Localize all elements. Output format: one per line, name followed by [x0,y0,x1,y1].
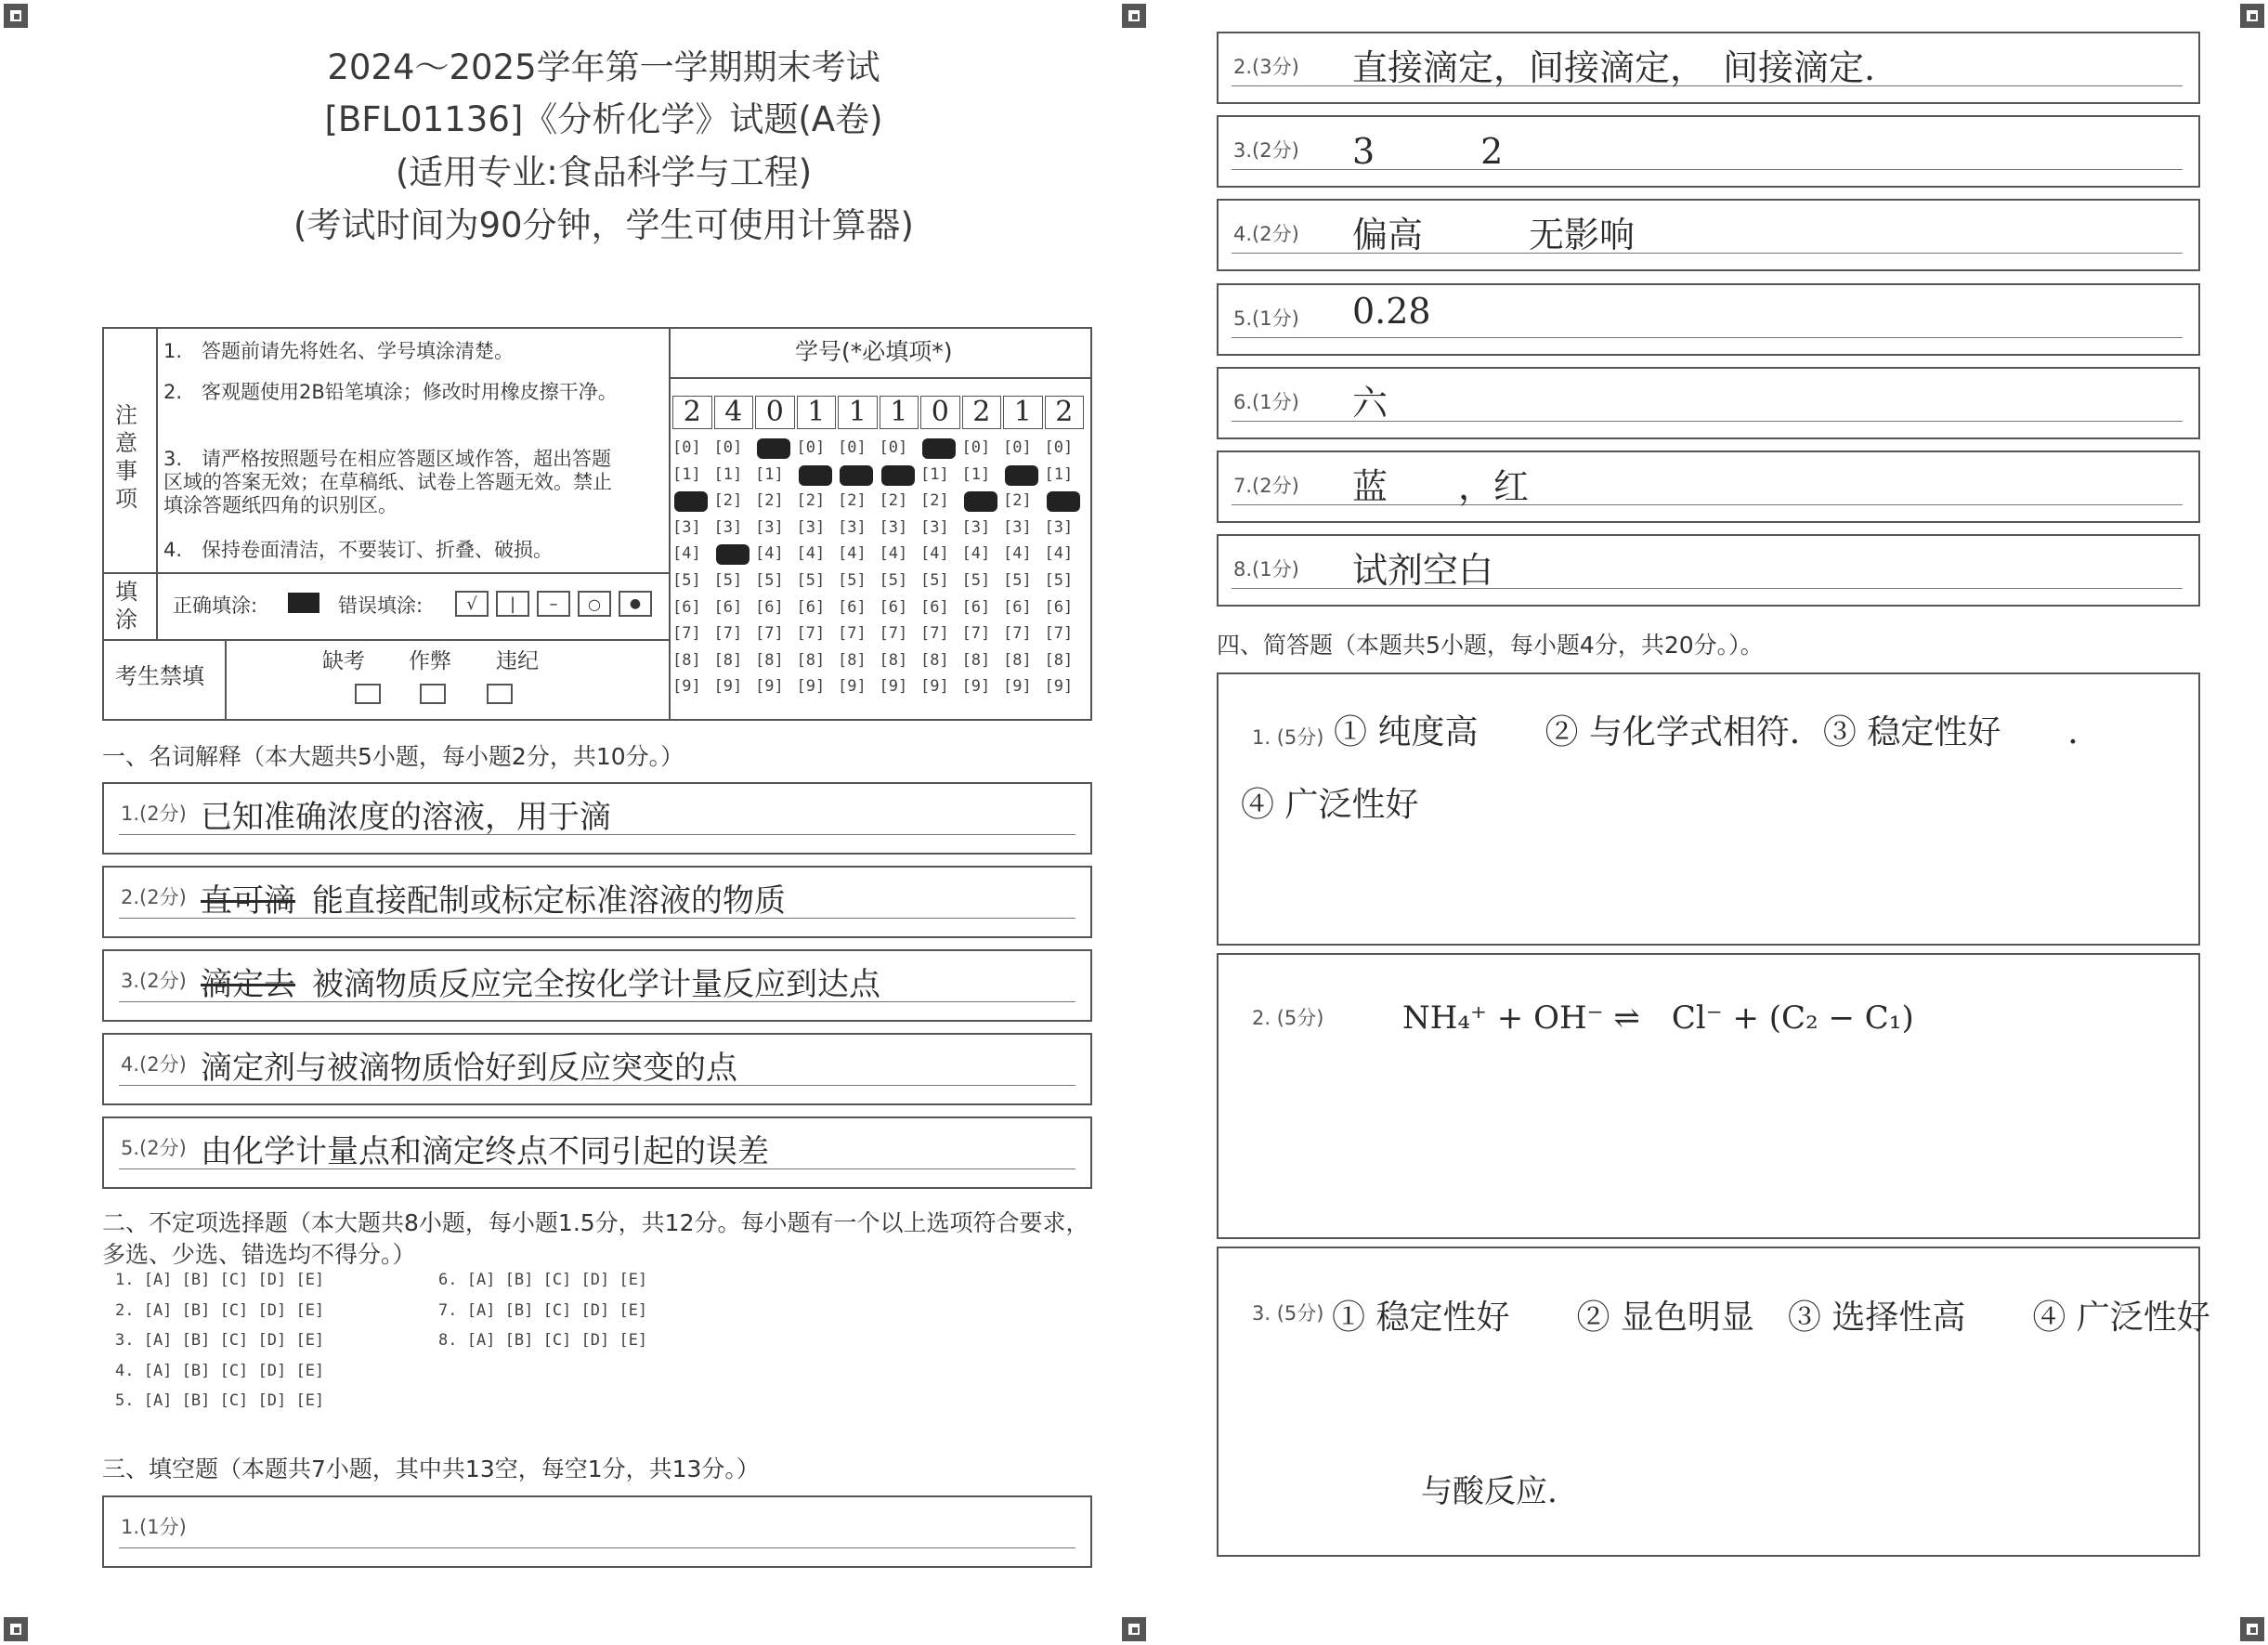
fill-blank-answer-label: 4.(2分) [1233,223,1299,246]
choice-question-row[interactable]: 4. [A] [B] [C] [D] [E] [115,1361,325,1380]
fill-blank-answer-label: 6.(1分) [1233,390,1299,413]
student-id-bubble[interactable]: [5] [796,571,826,590]
student-id-bubble[interactable]: [3] [796,517,826,537]
student-id-bubble[interactable]: [5] [879,571,908,590]
student-id-bubble[interactable]: [4] [1044,544,1074,564]
forbid-cheat-checkbox[interactable] [420,684,446,704]
student-id-bubble[interactable]: [3] [920,517,949,537]
student-id-bubble[interactable]: [0] [1044,438,1074,457]
student-id-bubble[interactable]: [8] [672,650,701,670]
student-id-bubble[interactable]: [3] [755,517,784,537]
notice-item-3: 3. 请严格按照题号在相应答题区域作答，超出答题区域的答案无效；在草稿纸、试卷上答题无效。禁止填涂答题纸四角的识别区。 [163,448,612,516]
student-id-bubble[interactable]: [6] [755,597,784,617]
student-id-bubble[interactable]: [1] [755,464,784,484]
fill-blank-answer-label: 5.(1分) [1233,307,1299,330]
student-id-bubble[interactable]: [1] [961,464,991,484]
student-id-bubble-filled[interactable] [964,491,997,512]
notice-item-4: 4. 保持卷面清洁，不要装订、折叠、破损。 [163,539,554,561]
fill-blank-q1-label: 1.(1分) [121,1516,187,1538]
section3-title: 三、填空题（本题共7小题，其中共13空，每空1分，共13分。） [102,1456,760,1482]
short-answer-q3-line1: ① 稳定性好 ② 显色明显 ③ 选择性高 ④ 广泛性好 [1332,1299,2210,1337]
term-answer-text: 能直接配制或标定标准溶液的物质 [312,882,786,920]
student-id-bubble[interactable]: [2] [920,491,949,511]
term-answer-label: 4.(2分) [121,1053,187,1076]
student-id-bubble[interactable]: [9] [961,677,991,697]
forbid-absent-checkbox[interactable] [355,684,381,704]
short-answer-q2-line1: NH₄⁺ + OH⁻ ⇌ Cl⁻ + (C₂ − C₁) [1402,999,1914,1037]
student-id-bubble[interactable]: [2] [879,491,908,511]
student-id-bubble[interactable]: [9] [1044,677,1074,697]
forbid-cheat-label: 作弊 [409,649,451,673]
student-id-bubble-filled[interactable] [757,438,790,459]
section2-title: 二、不定项选择题（本大题共8小题，每小题1.5分，共12分。每小题有一个以上选项符合要求，多选、少选、错选均不得分。） [102,1209,1089,1268]
corner-mark-bottom-mid [1122,1617,1146,1641]
student-id-bubble-filled[interactable] [922,438,956,459]
student-id-bubble[interactable]: [3] [838,517,867,537]
student-id-bubble-filled[interactable] [1047,491,1080,512]
choice-question-row[interactable]: 7. [A] [B] [C] [D] [E] [438,1300,648,1320]
section1-title: 一、名词解释（本大题共5小题，每小题2分，共10分。） [102,743,684,770]
exam-title-line1: 2024～2025学年第一学期期末考试 [327,47,880,87]
student-id-bubble[interactable]: [6] [838,597,867,617]
student-id-bubble[interactable]: [7] [672,624,701,644]
student-id-bubble-filled[interactable] [881,465,915,486]
student-id-bubble[interactable]: [3] [961,517,991,537]
student-id-bubble[interactable]: [3] [713,517,743,537]
choice-question-row[interactable]: 5. [A] [B] [C] [D] [E] [115,1391,325,1410]
notice-item-2: 2. 客观题使用2B铅笔填涂；修改时用橡皮擦干净。 [163,381,618,403]
student-id-bubble[interactable]: [6] [713,597,743,617]
student-id-digit: 0 [920,396,960,429]
student-id-digit: 2 [962,396,1002,429]
notice-side-label: 注意事项 [115,402,137,512]
corner-mark-bottom-left [4,1617,28,1641]
student-id-digit: 0 [755,396,795,429]
student-id-bubble[interactable]: [1] [1044,464,1074,484]
student-id-bubble[interactable]: [6] [879,597,908,617]
student-id-bubble[interactable]: [0] [838,438,867,457]
student-id-bubble[interactable]: [3] [1044,517,1074,537]
student-id-bubble[interactable]: [6] [796,597,826,617]
term-answer-text: 被滴物质反应完全按化学计量反应到达点 [312,966,880,1003]
student-id-bubble[interactable]: [9] [672,677,701,697]
student-id-bubble[interactable]: [4] [672,544,701,564]
fill-blank-answer-text: 六 [1352,382,1388,424]
short-answer-q1-line1: ① 纯度高 ② 与化学式相符．③ 稳定性好 ． [1334,713,2102,751]
student-id-bubble-filled[interactable] [674,491,708,512]
term-answer-struck-text: 滴定去 [201,966,295,1003]
short-answer-q3-line2: 与酸反应. [1421,1473,1558,1510]
term-answer-label: 1.(2分) [121,803,187,825]
student-id-bubble[interactable]: [7] [796,624,826,644]
student-id-bubble[interactable]: [9] [713,677,743,697]
corner-mark-top-right [2240,4,2264,28]
notice-item-1: 1. 答题前请先将姓名、学号填涂清楚。 [163,340,515,362]
wrong-sample-dot: ● [619,591,652,617]
exam-title-line4: (考试时间为90分钟，学生可使用计算器) [293,205,914,245]
student-id-bubble[interactable]: [6] [672,597,701,617]
choice-question-row[interactable]: 8. [A] [B] [C] [D] [E] [438,1331,648,1350]
student-id-bubble[interactable]: [8] [838,650,867,670]
student-id-bubble[interactable]: [9] [755,677,784,697]
student-id-bubble[interactable]: [1] [672,464,701,484]
section4-title: 四、简答题（本题共5小题，每小题4分，共20分。）。 [1217,632,1764,659]
student-id-bubble[interactable]: [4] [1003,544,1032,564]
student-id-bubble[interactable]: [0] [713,438,743,457]
student-id-bubble[interactable]: [2] [1003,491,1032,511]
student-id-bubble[interactable]: [7] [1044,624,1074,644]
student-id-bubble[interactable]: [7] [1003,624,1032,644]
student-id-bubble[interactable]: [4] [838,544,867,564]
student-id-bubble[interactable]: [5] [672,571,701,590]
student-id-bubble[interactable]: [5] [1003,571,1032,590]
choice-question-row[interactable]: 3. [A] [B] [C] [D] [E] [115,1331,325,1350]
student-id-bubble[interactable]: [8] [1003,650,1032,670]
correct-fill-label: 正确填涂: [173,594,258,617]
student-id-bubble[interactable]: [3] [879,517,908,537]
student-id-bubble[interactable]: [9] [920,677,949,697]
student-id-bubble[interactable]: [4] [920,544,949,564]
student-id-bubble[interactable]: [7] [879,624,908,644]
fill-blank-answer-label: 8.(1分) [1233,558,1299,581]
term-answer-label: 3.(2分) [121,970,187,992]
student-id-bubble[interactable]: [1] [920,464,949,484]
student-id-bubble[interactable]: [2] [713,491,743,511]
student-id-bubble[interactable]: [8] [713,650,743,670]
student-id-bubble[interactable]: [1] [713,464,743,484]
short-answer-q1-label: 1. (5分) [1252,726,1324,749]
fill-blank-answer-line [1232,337,2183,338]
student-id-bubble[interactable]: [9] [838,677,867,697]
student-id-bubble[interactable]: [5] [961,571,991,590]
student-id-bubble[interactable]: [8] [755,650,784,670]
fill-blank-answer-label: 2.(3分) [1233,56,1299,78]
term-answer-struck-text: 直可滴 [201,882,295,920]
student-id-bubble[interactable]: [3] [672,517,701,537]
student-id-bubble[interactable]: [6] [1003,597,1032,617]
student-id-bubble[interactable]: [4] [755,544,784,564]
student-id-digit: 1 [797,396,837,429]
student-id-bubble[interactable]: [7] [961,624,991,644]
wrong-sample-bar: | [496,591,529,617]
student-id-bubble[interactable]: [0] [1003,438,1032,457]
correct-fill-sample [288,593,319,613]
student-id-bubble[interactable]: [2] [838,491,867,511]
student-id-bubble[interactable]: [8] [796,650,826,670]
short-answer-q3-label: 3. (5分) [1252,1302,1324,1325]
fill-label: 填涂 [115,579,137,633]
fill-blank-answer-text: 偏高 无影响 [1352,215,1636,256]
student-id-bubble[interactable]: [5] [755,571,784,590]
student-id-label: 学号(*必填项*) [795,338,953,365]
student-id-bubble-filled[interactable] [1005,465,1038,486]
student-id-bubble[interactable]: [6] [920,597,949,617]
student-id-bubble[interactable]: [8] [961,650,991,670]
student-id-bubble[interactable]: [6] [1044,597,1074,617]
exam-title-line3: (适用专业:食品科学与工程) [395,152,813,192]
wrong-sample-check: √ [455,591,489,617]
student-id-bubble[interactable]: [7] [755,624,784,644]
student-id-digit: 1 [1003,396,1043,429]
student-id-digit: 1 [880,396,919,429]
fill-blank-answer-label: 3.(2分) [1233,139,1299,163]
student-id-bubble-filled[interactable] [716,544,749,565]
student-id-bubble[interactable]: [7] [838,624,867,644]
short-answer-q1-line2: ④ 广泛性好 [1241,786,1419,824]
wrong-sample-circle: ○ [578,591,611,617]
student-id-digit: 1 [838,396,878,429]
forbid-violation-label: 违纪 [496,649,539,673]
student-id-bubble[interactable]: [5] [713,571,743,590]
student-id-bubble[interactable]: [0] [796,438,826,457]
student-id-bubble[interactable]: [8] [1044,650,1074,670]
choice-question-row[interactable]: 2. [A] [B] [C] [D] [E] [115,1300,325,1320]
student-id-bubble[interactable]: [9] [796,677,826,697]
fill-blank-answer-text: 直接滴定，间接滴定， 间接滴定. [1352,47,1876,88]
term-answer-text: 滴定剂与被滴物质恰好到反应突变的点 [201,1050,737,1087]
student-id-bubble[interactable]: [4] [961,544,991,564]
fill-blank-answer-label: 7.(2分) [1233,475,1299,497]
forbid-label: 考生禁填 [115,663,204,689]
forbid-violation-checkbox[interactable] [487,684,513,704]
student-id-bubble[interactable]: [9] [879,677,908,697]
short-answer-q2-label: 2. (5分) [1252,1007,1324,1029]
student-id-bubble[interactable]: [3] [1003,517,1032,537]
fill-blank-answer-text: 试剂空白 [1352,550,1494,592]
student-id-bubble[interactable]: [5] [920,571,949,590]
student-id-bubble[interactable]: [0] [672,438,701,457]
fill-blank-answer-text: 3 2 [1352,131,1504,173]
corner-mark-bottom-right [2240,1617,2264,1641]
student-id-digit: 2 [672,396,712,429]
student-id-bubble[interactable]: [9] [1003,677,1032,697]
term-answer-label: 2.(2分) [121,886,187,908]
student-id-bubble[interactable]: [8] [879,650,908,670]
student-id-bubble[interactable]: [7] [920,624,949,644]
term-answer-text: 已知准确浓度的溶液，用于滴 [201,799,611,836]
student-id-bubble[interactable]: [5] [838,571,867,590]
student-id-bubble[interactable]: [7] [713,624,743,644]
student-id-digit: 2 [1045,396,1085,429]
term-answer-text: 由化学计量点和滴定终点不同引起的误差 [201,1133,769,1170]
fill-blank-q1-line [119,1547,1075,1548]
student-id-bubble[interactable]: [4] [796,544,826,564]
fill-blank-answer-text: 蓝 ，红 [1352,466,1530,507]
forbid-absent-label: 缺考 [322,649,365,673]
student-id-bubble-filled[interactable] [840,465,873,486]
exam-title-line2: [BFL01136]《分析化学》试题(A卷) [324,99,883,139]
fill-blank-answer-text: 0.28 [1352,290,1431,332]
fill-blank-q1-box[interactable] [102,1495,1092,1568]
student-id-bubble[interactable]: [4] [879,544,908,564]
student-id-digit: 4 [714,396,754,429]
corner-mark-top-mid [1122,4,1146,28]
choice-question-row[interactable]: 6. [A] [B] [C] [D] [E] [438,1271,648,1289]
corner-mark-top-left [4,4,28,28]
student-id-bubble[interactable]: [5] [1044,571,1074,590]
student-id-bubble-filled[interactable] [799,465,832,486]
wrong-sample-dash: – [537,591,570,617]
student-id-bubble[interactable]: [2] [755,491,784,511]
student-id-bubble[interactable]: [0] [961,438,991,457]
student-id-bubble[interactable]: [0] [879,438,908,457]
student-id-bubble[interactable]: [6] [961,597,991,617]
term-answer-label: 5.(2分) [121,1137,187,1159]
choice-question-row[interactable]: 1. [A] [B] [C] [D] [E] [115,1271,325,1289]
student-id-bubble[interactable]: [8] [920,650,949,670]
wrong-fill-label: 错误填涂: [338,594,424,617]
student-id-bubble[interactable]: [2] [796,491,826,511]
